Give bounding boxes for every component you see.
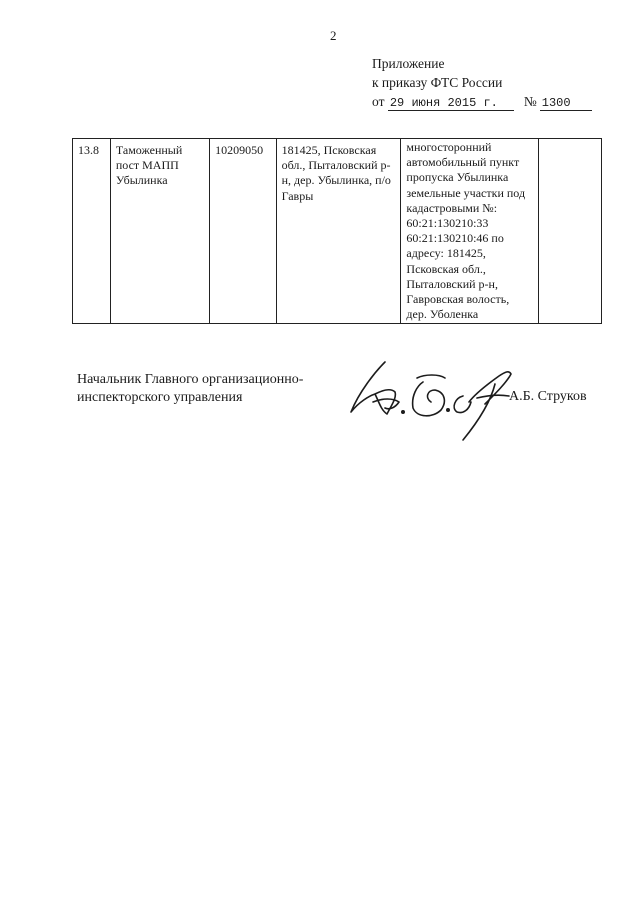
row-index: 13.8 — [73, 139, 111, 324]
page-number: 2 — [330, 28, 337, 43]
post-description: многосторонний автомобильный пункт пропуска Убылинка земельные участки под кадастровыми №: 60:21:130210:33 60:21:130210:46 по адресу: 181425, Псковская обл., Пыталовский р-н, Гавровская волость, дер. Уболенка — [401, 139, 538, 324]
signatory-title-line2: инспекторского управления — [77, 390, 243, 405]
handwritten-signature — [345, 352, 515, 452]
appendix-date-line — [372, 92, 592, 111]
order-number: 1300 — [540, 97, 592, 111]
order-date: 29 июня 2015 г. — [388, 97, 514, 111]
post-address: 181425, Псковская обл., Пыталовский р-н, дер. Убылинка, п/о Гавры — [276, 139, 401, 324]
appendix-order-reference: к приказу ФТС России — [372, 75, 503, 90]
post-code: 10209050 — [210, 139, 277, 324]
signatory-title-line1: Начальник Главного организационно- — [77, 372, 304, 387]
table-row — [73, 139, 602, 324]
signer-name: А.Б. Струков — [509, 389, 587, 404]
date-prefix: от — [372, 94, 385, 109]
signatory-title — [77, 371, 303, 407]
post-name: Таможенный пост МАПП Убылинка — [110, 139, 209, 324]
number-sign: № — [523, 94, 537, 109]
appendix-header — [372, 54, 592, 111]
customs-post-table — [72, 138, 602, 324]
appendix-title: Приложение — [372, 56, 445, 71]
empty-cell — [538, 139, 601, 324]
